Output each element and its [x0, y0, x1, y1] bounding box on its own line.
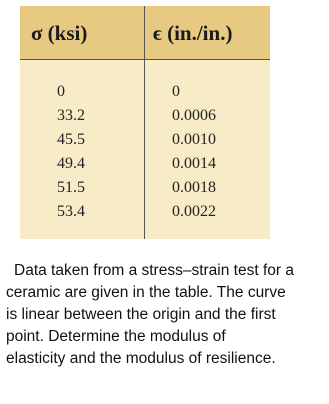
- problem-line: Data taken from a stress–strain test for a: [14, 262, 294, 279]
- stress-cell: 49.4: [57, 155, 85, 172]
- problem-line: point. Determine the modulus of: [6, 328, 226, 345]
- strain-cell: 0.0010: [172, 131, 216, 148]
- strain-cell: 0: [172, 83, 180, 100]
- header-stress: σ (ksi): [31, 21, 88, 45]
- column-divider: [144, 6, 145, 239]
- strain-cell: 0.0006: [172, 107, 216, 124]
- strain-cell: 0.0014: [172, 155, 216, 172]
- stress-strain-table: [20, 6, 270, 239]
- stress-cell: 45.5: [57, 131, 85, 148]
- stress-cell: 51.5: [57, 179, 85, 196]
- problem-statement: [6, 260, 328, 370]
- stress-cell: 33.2: [57, 107, 85, 124]
- stress-cell: 0: [57, 83, 65, 100]
- strain-column: [172, 80, 216, 224]
- problem-line: elasticity and the modulus of resilience.: [6, 350, 276, 367]
- problem-line: ceramic are given in the table. The curve: [6, 284, 286, 301]
- strain-cell: 0.0022: [172, 203, 216, 220]
- stress-column: [57, 80, 85, 224]
- header-divider: [20, 59, 270, 60]
- stress-cell: 53.4: [57, 203, 85, 220]
- header-strain: ϵ (in./in.): [153, 21, 233, 45]
- strain-cell: 0.0018: [172, 179, 216, 196]
- problem-line: is linear between the origin and the first: [6, 306, 276, 323]
